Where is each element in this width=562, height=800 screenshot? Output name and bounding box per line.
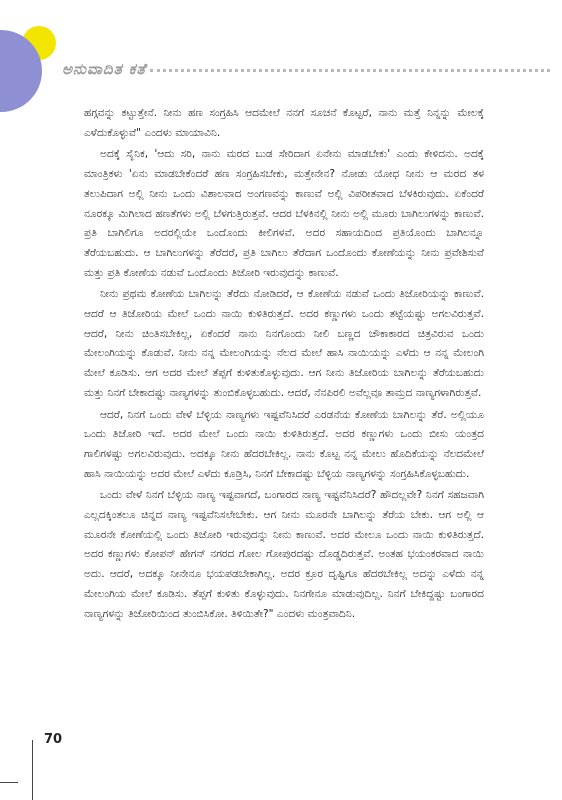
page-number: 70 (44, 732, 63, 747)
paragraph: ಆದರೆ, ನಿನಗೆ ಒಂದು ವೇಳೆ ಬೆಳ್ಳಿಯ ನಾಣ್ಯಗಳು ಇಷ್ಟವೆನಿಸಿದರೆ ಎರಡನೆಯ ಕೋಣೆಯ ಬಾಗಿಲನ್ನು ತೆರೆ. ಅಲ್ಲಿಯೂ ಒಂದು ತಿಜೋರಿ ಇದೆ. ಅದರ ಮೇಲೆ ಒಂದು ನಾಯಿ ಕುಳಿತಿರುತ್ತದೆ. ಅದರ ಕಣ್ಣುಗಳು ಒಂದು ಬೀಸು ಯಂತ್ರದ ಗಾಲಿಗಳಷ್ಟು ಅಗಲವಿರುವುದು. ಅದಕ್ಕೂ ನೀನು ಹೆದರಬೇಕಿಲ್ಲ. ನಾನು ಕೊಟ್ಟ ನನ್ನ ಮೇಲು ಹೊದಿಕೆಯನ್ನು ನೆಲದಮೇಲೆ ಹಾಸಿ ನಾಯಿಯನ್ನು ಅದರ ಮೇಲೆ ಎಳೆದು ಕೂಡ್ರಿಸಿ, ನಿನಗೆ ಬೇಕಾದಷ್ಟು ಬೆಳ್ಳಿಯ ನಾಣ್ಯಗಳನ್ನು ಸಂಗ್ರಹಿಸಿಕೊಳ್ಳಬಹುದು. (84, 408, 484, 480)
crop-mark-vertical (32, 740, 33, 800)
paragraph: ಒಂದು ವೇಳೆ ನಿನಗೆ ಬೆಳ್ಳಿಯ ನಾಣ್ಯ ಇಷ್ಟವಾಗದೆ, ಬಂಗಾರದ ನಾಣ್ಯ ಇಷ್ಟವೆನಿಸಿದರೆ? ಹೌದಲ್ಲವೇ? ನಿನಗೆ ಸಹಜವಾಗಿ ಎಲ್ಲದಕ್ಕಿಂತಲೂ ಚಿನ್ನದ ನಾಣ್ಯ ಇಷ್ಟವೆನಿಸಲೇಬೇಕು. ಆಗ ನೀನು ಮೂರನೇ ಬಾಗಿಲನ್ನು ತೆರೆಯ ಬೇಕು. ಆಗ ಅಲ್ಲಿ ಆ ಮೂರನೇ ಕೋಣೆಯಲ್ಲಿ ಒಂದು ತಿಜೋರಿ ಇರುವುದನ್ನು ನೀನು ಕಾಣುವೆ. ಅದರ ಮೇಲೂ ಒಂದು ನಾಯಿ ಕುಳಿತಿರುತ್ತದೆ. ಅದರ ಕಣ್ಣುಗಳು ಕೋಪನ್ ಹೇಗನ್ ನಗರದ ಗೋಲ ಗೋಪುರದಷ್ಟು ದೊಡ್ಡದಿರುತ್ತವೆ. ಅಂತಹ ಭಯಂಕರವಾದ ನಾಯಿ ಅದು. ಆದರೆ, ಅದಕ್ಕೂ ನೀನೇನೂ ಭಯಪಡಬೇಕಾಗಿಲ್ಲ. ಅದರ ಕ್ರೂರ ದೃಷ್ಟಿಗೂ ಹೆದರಬೇಕಿಲ್ಲ ಅದನ್ನು ಎಳೆದು ನನ್ನ ಮೇಲಂಗಿಯ ಮೇಲೆ ಕೂಡಿಸು. ತೆಪ್ಪಗೆ ಕುಳಿತು ಕೊಳ್ಳುವುದು. ನಿನಗೇನೂ ಮಾಡುವುದಿಲ್ಲ. ನಿನಗೆ ಬೇಕಿದ್ದಷ್ಟು ಬಂಗಾರದ ನಾಣ್ಯಗಳನ್ನು ತಿಜೋರಿಯಿಂದ ತುಂಬಿಸಿಕೋ. ತಿಳಿಯಿತೇ?" ಎಂದಳು ಮಂತ್ರವಾದಿನಿ. (84, 489, 484, 620)
paragraph: ಹಗ್ಗವನ್ನು ಕಟ್ಟುತ್ತೇನೆ. ನೀನು ಹಣ ಸಂಗ್ರಹಿಸಿ ಆದಮೇಲೆ ನನಗೆ ಸೂಚನೆ ಕೊಟ್ಟರೆ, ನಾನು ಮತ್ತೆ ನಿನ್ನನ್ನು ಮೇಲಕ್ಕೆ ಎಳೆದುಕೊಳ್ಳುವೆ" ಎಂದಳು ಮಾಯಾವಿನಿ. (84, 107, 484, 139)
body-text (84, 104, 484, 626)
paragraph: ಅದಕ್ಕೆ ಸೈನಿಕ, 'ಆದು ಸರಿ, ನಾನು ಮರದ ಬುಡ ಸೇರಿದಾಗ ಏನೇನು ಮಾಡಬೇಕು' ಎಂದು ಕೇಳಿದನು. ಅದಕ್ಕೆ ಮಾಂತ್ರಿಕಳು 'ಏನು ಮಾಡಬೇಕೆಂದರೆ ಹಣ ಸಂಗ್ರಹಿಸಬೇಕು, ಮತ್ತೇನೇನ? ನೋಡು ಯೋಧ ನೀನು ಆ ಮರದ ತಳ ತಲುಪಿದಾಗ ಅಲ್ಲಿ ನೀನು ಒಂದು ವಿಶಾಲವಾದ ಅಂಗಣವನ್ನು ಕಾಣುವೆ ಅಲ್ಲಿ ವಿಪರೀತವಾದ ಬೆಳಕಿರುವುದು. ಏಕೆಂದರೆ ನೂರಕ್ಕೂ ಮಿಗಿಲಾದ ಹಣತೆಗಳು ಅಲ್ಲಿ ಬೆಳಗುತ್ತಿರುತ್ತವೆ. ಆದರ ಬೆಳಕಿನಲ್ಲಿ ನೀನು ಅಲ್ಲಿ ಮೂರು ಬಾಗಿಲುಗಳನ್ನು ಕಾಣುವೆ. ಪ್ರತಿ ಬಾಗಿಲಿಗೂ ಅದರಲ್ಲಿಯೇ ಒಂದೊಂದು ಕೀಲಿಗಳವೆ. ಅದರ ಸಹಾಯದಿಂದ ಪ್ರತಿಯೊಂದು ಬಾಗಿಲನ್ನೂ ತೆರೆಯಬಹುದು. ಆ ಬಾಗಿಲುಗಳನ್ನು ತೆರೆದರೆ, ಪ್ರತಿ ಬಾಗಿಲು ತೆರೆದಾಗ ಒಂದೊಂದು ಕೋಣೆಯನ್ನು ನೀನು ಪ್ರವೇಶಿಸುವೆ ಮತ್ತು ಪ್ರತಿ ಕೋಣೆಯ ನಡುವೆ ಒಂದೊಂದು ತಿಜೋರಿ ಇರುವುದನ್ನು ಕಾಣುವೆ. (84, 148, 484, 279)
crop-mark-horizontal (0, 782, 18, 783)
header-dotted-rule (150, 69, 550, 72)
section-header: ಅನುವಾದಿತ ಕತೆ (62, 60, 147, 78)
paragraph: ನೀನು ಪ್ರಥಮ ಕೋಣೆಯ ಬಾಗಿಲನ್ನು ತೆರೆದು ನೋಡಿದರೆ, ಆ ಕೋಣೆಯ ನಡುವೆ ಒಂದು ತಿಜೋರಿಯನ್ನು ಕಾಣುವೆ. ಆದರೆ ಆ ತಿಜೋರಿಯ ಮೇಲೆ ಒಂದು ನಾಯಿ ಕುಳಿತಿರುತ್ತದೆ. ಅದರ ಕಣ್ಣುಗಳು ಒಂದು ತಟ್ಟೆಯಷ್ಟು ಅಗಲವಿರುತ್ತವೆ. ಆದರೆ, ನೀನು ಚಿಂತಿಸಬೇಕಿಲ್ಲ, ಏಕೆಂದರೆ ನಾನು ನಿನಗೊಂದು ನೀಲಿ ಬಣ್ಣದ ಚೌಕಾಕಾರದ ಚಿತ್ರವಿರುವ ಒಂದು ಮೇಲಂಗಿಯನ್ನು ಕೊಡುವೆ. ನೀನು ನನ್ನ ಮೇಲಂಗಿಯನ್ನು ನೆಲದ ಮೇಲೆ ಹಾಸಿ ನಾಯಿಯನ್ನು ಎಳೆದು ಆ ನನ್ನ ಮೇಲಂಗಿ ಮೇಲೆ ಕೂಡಿಸು. ಆಗ ಅದರ ಮೇಲೆ ತೆಪ್ಪಗೆ ಕುಳಿತುಕೊಳ್ಳುವುದು. ಆಗ ನೀನು ತಿಜೋರಿಯ ಬಾಗಿಲನ್ನು ತೆರೆಯಬಹುದು ಮತ್ತು ನಿನಗೆ ಬೇಕಾದಷ್ಟು ನಾಣ್ಯಗಳನ್ನು ತುಂಬಿಕೊಳ್ಳಬಹುದು. ಆದರೆ, ನೆನಪಿರಲಿ ಅವೆಲ್ಲವೂ ತಾಮ್ರದ ನಾಣ್ಯಗಳಾಗಿರುತ್ತವೆ. (84, 288, 484, 399)
